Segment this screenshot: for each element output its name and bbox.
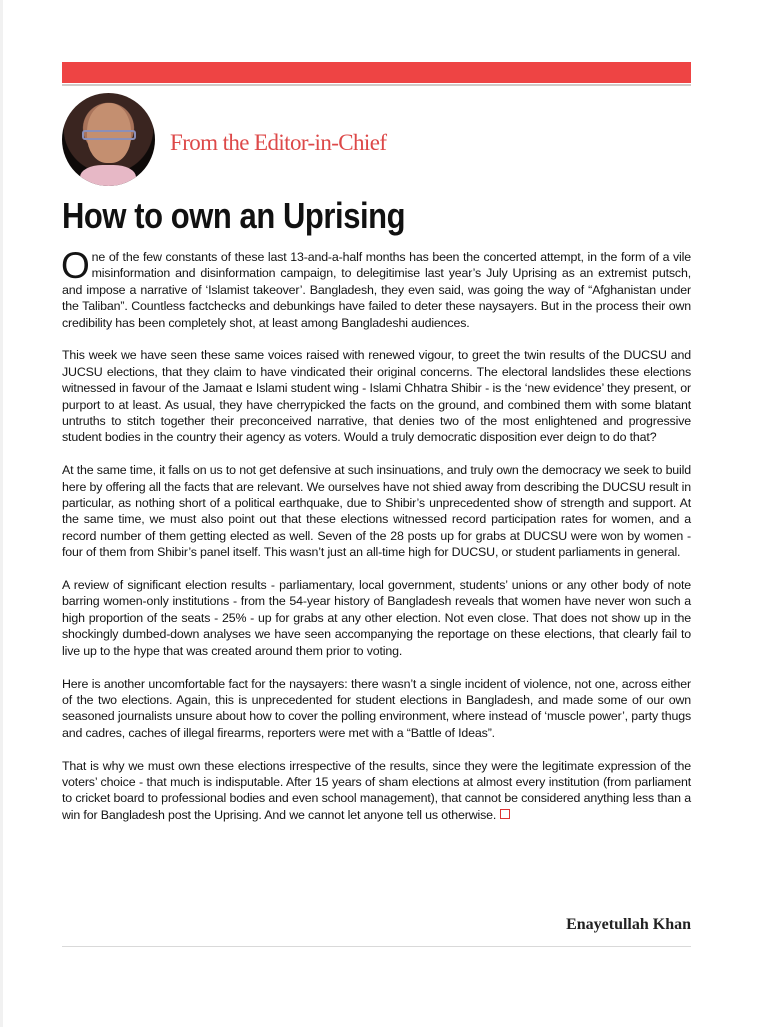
header-rule: [62, 84, 691, 86]
drop-cap: O: [61, 245, 90, 286]
editor-avatar: [62, 93, 155, 186]
paragraph-2: This week we have seen these same voices raised with renewed vigour, to greet the twin results of the DUCSU and JUCSU elections, that they claim to have vindicated their original concerns. The electoral landslides these elections witnessed in favour of the Jamaat e Islami student wing - Islami Chhatra Shibir - is the ‘new evidence’ they present, or purport to at least. As usual, they have cherrypicked the facts on the ground, and combined them with some blatant untruths to stitch together their preconceived narrative, that denies two of the most enlightened and progressive student bodies in the country their agency as voters. Would a truly democratic disposition ever deign to do that?: [62, 348, 691, 445]
page-edge: [0, 0, 3, 1027]
avatar-shirt: [80, 165, 136, 186]
paragraph-text: ne of the few constants of these last 13-and-a-half months has been the concerted attempt, in the form of a vile misinformation and disinformation campaign, to delegitimise last year’s July Uprising as an extremist putsch, and impose a narrative of ‘Islamist takeover’. Bangladesh, they even said, was going the way of “Afghanistan under the Taliban”. Countless factchecks and debunkings have failed to deter these naysayers. But in the process their own credibility has been completely shot, at least among Bangladeshi audiences.: [62, 250, 691, 330]
paragraph-1: [61, 245, 691, 331]
end-mark-icon: [500, 809, 510, 819]
paragraph-3: At the same time, it falls on us to not get defensive at such insinuations, and truly own the democracy we seek to build here by offering all the facts that are relevant. We ourselves have not shied away from describing the DUCSU result in particular, as nothing short of a political earthquake, due to Shibir’s unprecedented show of strength and support. At the same time, we must also point out that these elections witnessed record participation rates for women, and a record number of them getting elected as well. Seven of the 28 posts up for grabs at DUCSU were won by women - four of them from Shibir’s panel itself. This wasn’t just an all-time high for DUCSU, or student parliaments in general.: [62, 463, 691, 560]
article-title: How to own an Uprising: [62, 195, 406, 236]
paragraph-6: [62, 758, 691, 824]
paragraph-4: A review of significant election results - parliamentary, local government, students’ unions or any other body of note barring women-only institutions - from the 54-year history of Bangladesh reveals that women have never won such a high proportion of the seats - 25% - up for grabs at any other election. Not even close. That does not show up in the shockingly dumbed-down analyses we have seen accompanying the reportage on these elections, that clearly fail to live up to the hype that was created around them prior to voting.: [62, 578, 691, 658]
header-red-bar: [62, 62, 691, 83]
bottom-rule: [62, 946, 691, 947]
paragraph-text: That is why we must own these elections irrespective of the results, since they were the legitimate expression of the voters’ choice - that much is indisputable. After 15 years of sham elections at almost every institution (from parliament to cricket board to professional bodies and even school management), that cannot be considered anything less than a win for Bangladesh post the Uprising. And we cannot let anyone tell us otherwise.: [62, 758, 691, 822]
paragraph-5: Here is another uncomfortable fact for the naysayers: there wasn’t a single incident of violence, not one, across either of the two elections. Again, this is unprecedented for student elections in Bangladesh, and made some of our own seasoned journalists unsure about how to cover the polling environment, where instead of ‘muscle power’, party thugs and cadres, caches of illegal firearms, reporters were met with a “Battle of Ideas”.: [62, 676, 691, 740]
section-label: From the Editor-in-Chief: [170, 130, 387, 155]
article-body: [61, 245, 691, 840]
author-byline: Enayetullah Khan: [566, 916, 691, 933]
avatar-glasses: [82, 130, 136, 140]
